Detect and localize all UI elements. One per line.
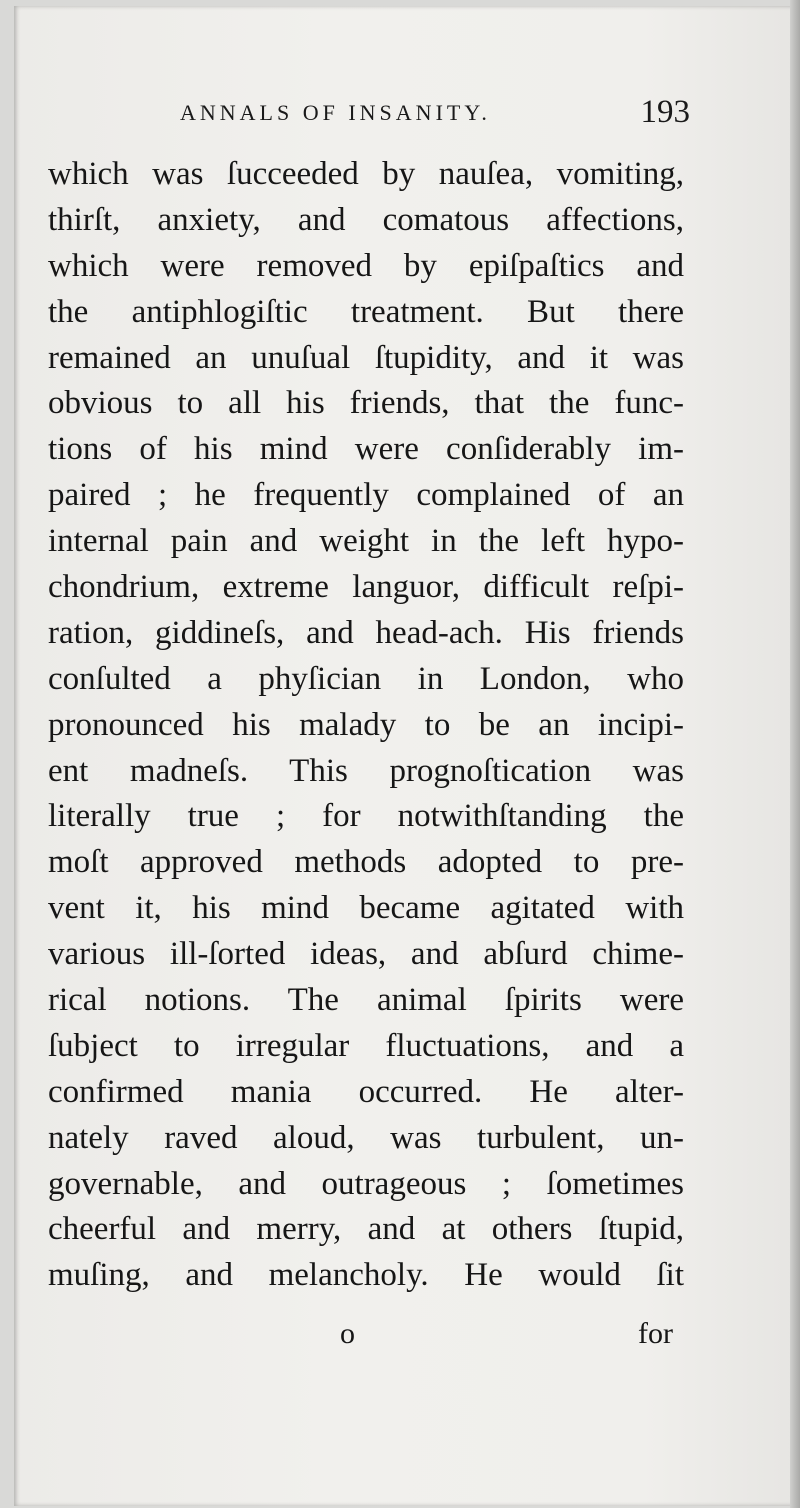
text-line: thirſt, anxiety, and comatous affections, [48, 201, 684, 238]
body-text [48, 152, 684, 1299]
text-line: tions of his mind were conſiderably im- [48, 431, 684, 468]
text-line: pronounced his malady to be an incipi- [48, 706, 684, 743]
text-line: governable, and outrageous ; ſometimes [48, 1165, 684, 1202]
running-head [180, 96, 690, 136]
text-line: paired ; he frequently complained of an [48, 477, 684, 514]
text-line: which was ſucceeded by nauſea, vomiting, [48, 156, 684, 192]
text-line: nately raved aloud, was turbulent, un- [48, 1119, 684, 1156]
text-line: conſulted a phyſician in London, who [48, 660, 684, 697]
text-line: which were removed by epiſpaſtics and [48, 247, 684, 284]
running-head-title: ANNALS OF INSANITY. [180, 100, 491, 125]
text-line: ſubject to irregular fluctuations, and a [48, 1027, 684, 1064]
text-line: vent it, his mind became agitated with [48, 890, 684, 927]
text-line: the antiphlogiſtic treatment. But there [48, 293, 684, 330]
page-edge [790, 0, 800, 1508]
signature-mark: o [340, 1317, 355, 1350]
text-line: internal pain and weight in the left hypo- [48, 523, 684, 560]
text-line: cheerful and merry, and at others ſtupid, [48, 1211, 684, 1248]
text-line: confirmed mania occurred. He alter- [48, 1073, 684, 1110]
text-line: ent madneſs. This prognoſtication was [48, 752, 684, 789]
text-line: rical notions. The animal ſpirits were [48, 982, 684, 1019]
text-line: various ill-ſorted ideas, and abſurd chime- [48, 936, 684, 973]
text-line: muſing, and melancholy. He would ſit [48, 1257, 684, 1294]
page-number: 193 [640, 94, 690, 130]
text-line: chondrium, extreme languor, difficult reſpi- [48, 569, 684, 606]
text-line: obvious to all his friends, that the func- [48, 385, 684, 422]
text-line: literally true ; for notwithſtanding the [48, 798, 684, 835]
text-line: moſt approved methods adopted to pre- [48, 844, 684, 881]
text-line: ration, giddineſs, and head-ach. His friends [48, 614, 684, 651]
catchword: for [638, 1317, 673, 1350]
text-line: remained an unuſual ſtupidity, and it was [48, 339, 684, 376]
